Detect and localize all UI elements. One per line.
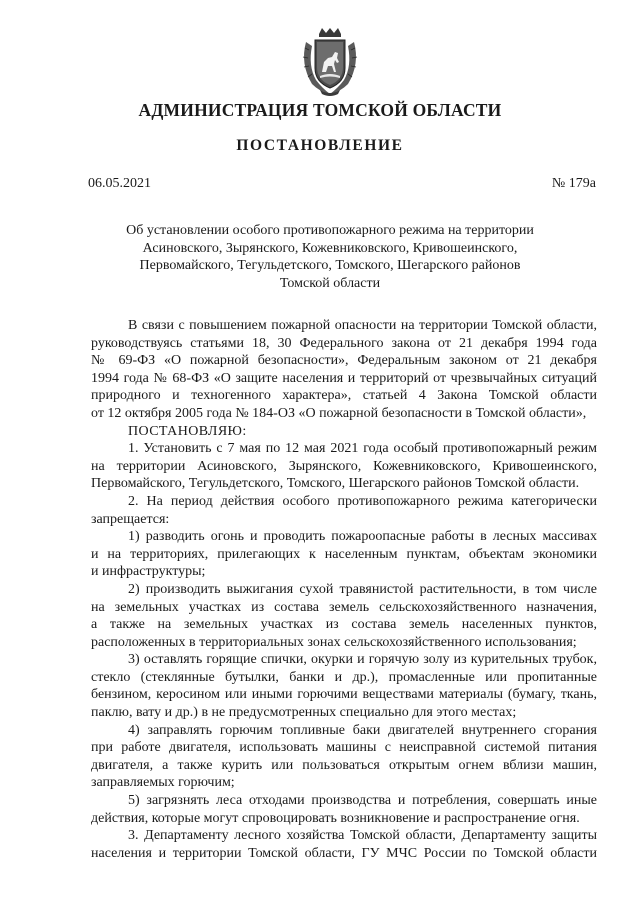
subitem-5-line: действия, которые могут спровоцировать возникновение и распространение огня.	[91, 810, 580, 826]
tomsk-coat-of-arms-icon	[298, 28, 362, 98]
subitem-3-line: паклю, вату и др.) в не предусмотренных специально для этого местах;	[91, 705, 517, 721]
subitem-2-line: расположенных в территориальных зонах сельскохозяйственного использования;	[91, 634, 577, 650]
item-2-line: запрещается:	[91, 511, 170, 527]
preamble-line: природного и техногенного характера», статьей 4 Закона Томской области	[91, 388, 597, 404]
item-3-line: населения и территории Томской области, ГУ МЧС России по Томской области	[91, 845, 597, 861]
subitem-3-line: 3) оставлять горящие спички, окурки и горячую золу из курительных трубок,	[128, 652, 597, 668]
item-3-line: 3. Департаменту лесного хозяйства Томской области, Департаменту защиты	[128, 828, 597, 844]
subitem-5-line: 5) загрязнять леса отходами производства и потребления, совершать иные	[128, 793, 597, 809]
subject-line: Первомайского, Тегульдетского, Томского, Шегарского районов	[139, 258, 521, 274]
subject-line: Томской области	[279, 275, 381, 291]
subitem-3-line: стекло (стеклянные бутылки, банки и др.), промасленные или пропитанные	[91, 669, 597, 685]
preamble-line: В связи с повышением пожарной опасности на территории Томской области,	[128, 318, 597, 333]
subitem-4-line: при работе двигателя, использовать машины с неисправной системой питания	[91, 740, 597, 756]
document-number: № 179а	[551, 176, 596, 191]
preamble-line: от 12 октября 2005 года № 184-ОЗ «О пожарной безопасности в Томской области»,	[91, 405, 587, 421]
item-1-line: на территории Асиновского, Зырянского, Кожевниковского, Кривошеинского,	[91, 458, 597, 474]
item-2-line: 2. На период действия особого противопожарного режима категорически	[128, 493, 597, 509]
subitem-2-line: на земельных участках из состава земель сельскохозяйственного назначения,	[91, 599, 597, 615]
subitem-3-line: бензином, керосином или иными горючими веществами материалы (бумагу, ткань,	[91, 687, 597, 703]
subitem-4-line: двигателя, а также курить или пользоваться открытым огнем вблизи машин,	[91, 757, 597, 773]
subject-line: Об установлении особого противопожарного режима на территории	[126, 223, 534, 238]
subitem-2-line: а также на земельных участках из состава земель населенных пунктов,	[91, 617, 597, 633]
document-date: 06.05.2021	[88, 176, 151, 191]
item-1-line: 1. Установить с 7 мая по 12 мая 2021 года особый противопожарный режим	[128, 441, 597, 457]
subitem-1-line: и инфраструктуры;	[91, 564, 206, 580]
document-type-title: ПОСТАНОВЛЕНИЕ	[236, 137, 404, 154]
subitem-4-line: 4) заправлять горючим топливные баки двигателей внутреннего сгорания	[128, 722, 597, 738]
document-body	[91, 317, 597, 862]
preamble-line: 1994 года № 68-ФЗ «О защите населения и территорий от чрезвычайных ситуаций	[91, 370, 597, 386]
item-1-line: Первомайского, Тегульдетского, Томского, Шегарского районов Томской области.	[91, 476, 580, 492]
subitem-2-line: 2) производить выжигания сухой травянистой растительности, в том числе	[128, 581, 597, 597]
resolve-heading: ПОСТАНОВЛЯЮ:	[128, 423, 247, 439]
subitem-1-line: и на территориях, прилегающих к населенным пунктам, объектам экономики	[91, 546, 597, 562]
preamble-line: руководствуясь статьями 18, 30 Федерального закона от 21 декабря 1994 года	[91, 335, 597, 351]
subitem-4-line: заправляемых горючим;	[91, 775, 235, 791]
preamble-line: № 69-ФЗ «О пожарной безопасности», Федеральным законом от 21 декабря	[91, 353, 597, 369]
subitem-1-line: 1) разводить огонь и проводить пожароопасные работы в лесных массивах	[128, 529, 597, 545]
subject-line: Асиновского, Зырянского, Кожевниковского, Кривошеинского,	[142, 240, 518, 256]
organization-title: АДМИНИСТРАЦИЯ ТОМСКОЙ ОБЛАСТИ	[138, 100, 502, 120]
document-subject	[100, 222, 560, 292]
